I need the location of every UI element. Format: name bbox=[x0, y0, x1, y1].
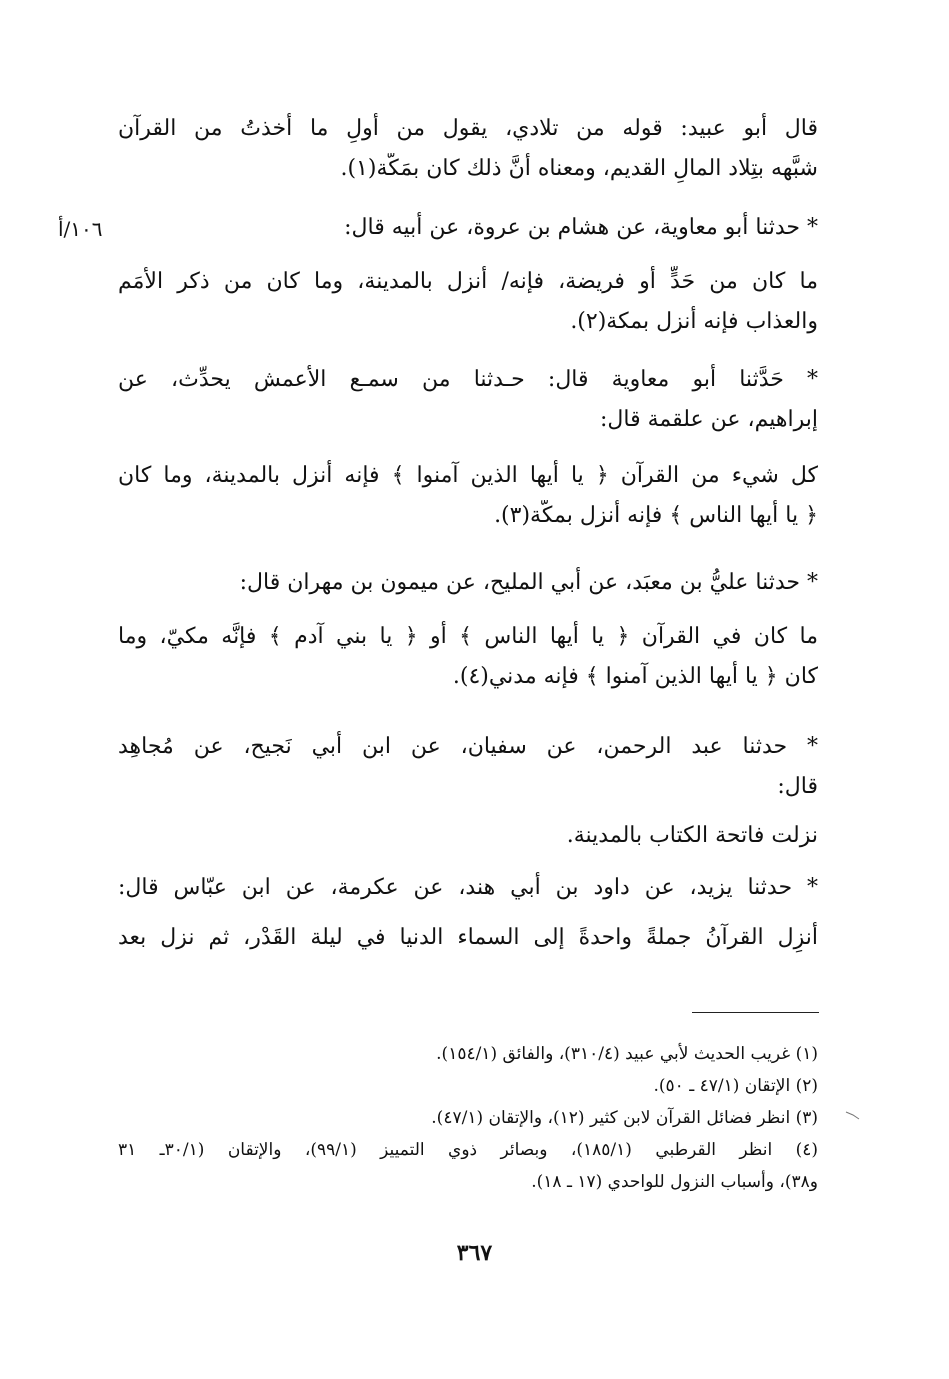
text-line: * حدثنا يزيد، عن داود بن أبي هند، عن عكرمة، عن ابن عبّاس قال: bbox=[118, 875, 818, 900]
paragraph-2 bbox=[118, 212, 818, 244]
margin-folio-note: ١٠٦/أ bbox=[58, 217, 103, 241]
paragraph-7 bbox=[118, 621, 818, 693]
text-line: نزلت فاتحة الكتاب بالمدينة. bbox=[566, 823, 818, 848]
text-line: إبراهيم، عن علقمة قال: bbox=[600, 407, 818, 432]
paragraph-5 bbox=[118, 460, 818, 532]
footnote-2: (٢) الإتقان (٤٧/١ ـ ٥٠). bbox=[653, 1076, 818, 1096]
text-line: شبَّهه بتِلاد المالِ القديم، ومعناه أنَّ ذلك كان بمَكَّة(١). bbox=[340, 156, 818, 181]
footnote-4-continued: و٣٨)، وأسباب النزول للواحدي (١٧ ـ ١٨). bbox=[531, 1172, 818, 1192]
footnote-separator bbox=[692, 1012, 819, 1013]
footnotes bbox=[118, 1040, 818, 1196]
paragraph-9 bbox=[118, 820, 818, 852]
paragraph-8 bbox=[118, 731, 818, 803]
text-line: قال أبو عبيد: قوله من تلادي، يقول من أولِ ما أخذتُ من القرآن bbox=[118, 116, 818, 141]
text-line: * حدثنا عليُّ بن معبَد، عن أبي المليح، عن ميمون بن مهران قال: bbox=[239, 570, 818, 595]
text-line: ما كان من حَدٍّ أو فريضة، فإنه/ أُنزل بالمدينة، وما كان من ذكر الأُمَم bbox=[118, 269, 818, 294]
text-line: ما كان في القرآن ﴿ يا أيها الناس ﴾ أو ﴿ يا بني آدم ﴾ فإنَّه مكيّ، وما bbox=[118, 624, 818, 649]
paragraph-4 bbox=[118, 364, 818, 436]
text-line: كان ﴿ يا أيها الذين آمنوا ﴾ فإنه مدني(٤). bbox=[452, 664, 818, 689]
footnote-1: (١) غريب الحديث لأبي عبيد (٣١٠/٤)، والفائق (١٥٤/١). bbox=[436, 1044, 818, 1064]
paragraph-6 bbox=[118, 567, 818, 599]
paragraph-3 bbox=[118, 266, 818, 338]
text-line: قال: bbox=[777, 774, 818, 799]
footnote-3: (٣) انظر فضائل القرآن لابن كثير (١٢)، والإتقان (٤٧/١). bbox=[431, 1108, 818, 1128]
text-line: * حدثنا أبو معاوية، عن هشام بن عروة، عن أبيه قال: bbox=[344, 215, 818, 240]
text-line: أُنزِل القرآنُ جملةً واحدةً إلى السماء الدنيا في ليلة القَدْر، ثم نزل بعد bbox=[118, 925, 818, 950]
footnote-4: (٤) انظر القرطبي (١٨٥/١)، وبصائر ذوي التمييز (٩٩/١)، والإتقان (٣٠/١ـ ٣١ bbox=[118, 1140, 818, 1160]
scan-speck bbox=[845, 1110, 861, 1120]
text-line: ﴿ يا أيها الناس ﴾ فإنه أُنزل بمكَّة(٣). bbox=[494, 503, 818, 528]
text-line: والعذاب فإنه أُنزل بمكة(٢). bbox=[570, 309, 818, 334]
text-line: * حَدَّثنا أبو معاوية قال: حـدثنا من سمـع الأعمش يحدِّث، عن bbox=[118, 367, 818, 392]
text-line: * حدثنا عبد الرحمن، عن سفيان، عن ابن أبي نَجيح، عن مُجاهِد bbox=[118, 734, 818, 759]
paragraph-10 bbox=[118, 872, 818, 954]
page-number: ٣٦٧ bbox=[456, 1240, 493, 1266]
text-line: كل شيء من القرآن ﴿ يا أيها الذين آمنوا ﴾ فإنه أُنزل بالمدينة، وما كان bbox=[118, 463, 818, 488]
paragraph-1 bbox=[118, 113, 818, 185]
